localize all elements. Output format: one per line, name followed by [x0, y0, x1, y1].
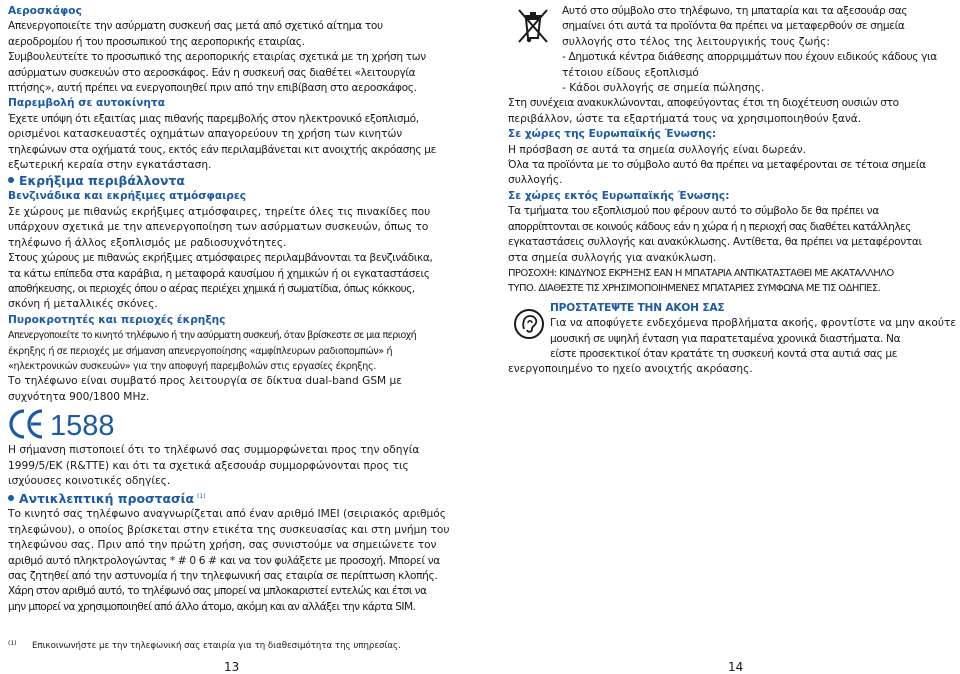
- theft-text-line: τηλεφώνου σας. Πριν από την πρώτη χρήση, σας συνιστούμε να σημειώνετε τον: [8, 539, 437, 552]
- theft-text-line: αριθμό αυτό πληκτρολογώντας * # 0 6 # και να τον φυλάξετε με προσοχή. Μπορεί να: [8, 554, 440, 567]
- vehicle-text-line: Έχετε υπόψη ότι εξαιτίας μιας πιθανής παρεμβολής στον ηλεκτρονικό εξοπλισμό,: [8, 112, 419, 125]
- battery-warning-line: ΠΡΟΣΟΧΗ: ΚΙΝΔΥΝΟΣ ΕΚΡΗΞΗΣ ΕΑΝ Η ΜΠΑΤΑΡΙΑ ΑΝΤΙΚΑΤΑΣΤΑΘΕΙ ΜΕ ΑΚΑΤΑΛΛΗΛΟ: [508, 267, 894, 279]
- eu-text-line: Η πρόσβαση σε αυτά τα σημεία συλλογής είναι δωρεάν.: [508, 143, 807, 156]
- theft-text-line: τηλεφώνου), ο οποίος βρίσκεται στην ετικέτα της συσκευασίας και στη μνήμη του: [8, 523, 450, 536]
- ce-mark-icon: [8, 407, 118, 441]
- battery-warning-line: ΤΥΠΟ. ΔΙΑΘΕΣΤΕ ΤΙΣ ΧΡΗΣΙΜΟΠΟΙΗΜΕΝΕΣ ΜΠΑΤΑΡΙΕΣ ΣΥΜΦΩΝΑ ΜΕ ΤΙΣ ΟΔΗΓΙΕΣ.: [508, 283, 881, 295]
- ce-number: 1588: [50, 410, 115, 442]
- hearing-text-line: Για να αποφύγετε ενδεχόμενα προβλήματα ακοής, φροντίστε να μην ακούτε: [550, 317, 957, 330]
- fuel-text-line: υπάρχουν σχετικά με την απενεργοποίηση των ασύρματων συσκευών, όπως το: [8, 221, 429, 234]
- theft-text-line: μην μπορεί να χρησιμοποιηθεί από άλλο άτομο, ακόμη και αν αλλάξει την κάρτα SIM.: [8, 600, 416, 613]
- footnote: [8, 640, 401, 651]
- aircraft-text-line: ασύρματων συσκευών στο αεροσκάφος. Εάν η συσκευή σας διαθέτει «λειτουργία: [8, 66, 416, 79]
- eu-text-line: Όλα τα προϊόντα με το σύμβολο αυτό θα πρέπει να μεταφέρονται σε τέτοια σημεία: [508, 159, 926, 172]
- hearing-text-line: ενεργοποιημένο το ηχείο ανοιχτής ακρόασης.: [508, 363, 753, 376]
- blasting-heading: Πυροκροτητές και περιοχές έκρηξης: [8, 313, 226, 326]
- non-eu-text-line: στα σημεία συλλογής για ανακύκλωση.: [508, 251, 717, 264]
- ear-warning-icon: [512, 307, 546, 345]
- fuel-text-line: τα κάτω επίπεδα στα καράβια, η μεταφορά καυσίμου ή χημικών ή οι εγκαταστάσεις: [8, 267, 430, 280]
- non-eu-text-line: Τα τμήματα του εξοπλισμού που φέρουν αυτό το σύμβολο δε θα πρέπει να: [508, 205, 879, 218]
- weee-text-line: - Κάδοι συλλογής σε σημεία πώλησης.: [562, 82, 765, 95]
- recycle-text-line: περιβάλλον, ώστε τα εξαρτήματά τους να χρησιμοποιηθούν ξανά.: [508, 112, 862, 125]
- vehicle-heading: Παρεμβολή σε αυτοκίνητα: [8, 97, 165, 110]
- weee-text-line: - Δημοτικά κέντρα διάθεσης απορριμμάτων που έχουν ειδικούς κάδους για: [562, 51, 937, 64]
- fuel-text-line: τηλέφωνο ή άλλος εξοπλισμός με ραδιοσυχνότητες.: [8, 236, 287, 249]
- footnote-marker: (1): [8, 640, 17, 647]
- ce-marking: [8, 407, 460, 441]
- vehicle-text-line: εξωτερική κεραία στην εγκατάσταση.: [8, 159, 212, 172]
- theft-text-line: Το κινητό σας τηλέφωνο αναγνωρίζεται από έναν αριθμό IMEI (σειριακός αριθμός: [8, 508, 446, 521]
- theft-section-title: [8, 489, 460, 507]
- compliance-text-line: 1999/5/ΕΚ (R&TTE) και ότι τα σχετικά αξεσουάρ συμμορφώνονται προς τις: [8, 459, 409, 472]
- non-eu-text-line: απορρίπτονται σε κοινούς κάδους εάν η χώρα ή η περιοχή σας διαθέτει κατάλληλες: [508, 220, 911, 233]
- fuel-text-line: σκόνη ή μεταλλικές σκόνες.: [8, 298, 158, 311]
- page-number-right: 14: [728, 660, 744, 674]
- hearing-text-line: είστε προσεκτικοί όταν κρατάτε τη συσκευή κοντά στα αυτιά σας με: [550, 347, 898, 360]
- compliance-text-line: Η σήμανση πιστοποιεί ότι το τηλέφωνό σας συμμορφώνεται προς την οδηγία: [8, 444, 420, 457]
- recycle-text-line: Στη συνέχεια ανακυκλώνονται, αποφεύγοντας έτσι τη διοχέτευση ουσιών στο: [508, 97, 899, 110]
- hearing-heading: ΠΡΟΣΤΑΤΕΨΤΕ ΤΗΝ ΑΚΟΗ ΣΑΣ: [550, 301, 725, 314]
- vehicle-text-line: ορισμένοι κατασκευαστές οχημάτων απαγορεύουν τη χρήση των κινητών: [8, 128, 403, 141]
- footnote-reference: (1): [197, 493, 206, 501]
- fuel-text-line: Στους χώρους με πιθανώς εκρήξιμες ατμόσφαιρες περιλαμβάνονται τα βενζινάδικα,: [8, 252, 433, 265]
- aircraft-text-line: αεροδρομίου ή του προσωπικού της αεροπορικής εταιρίας.: [8, 35, 305, 48]
- explosive-section-title: [8, 173, 460, 189]
- page-number-left: 13: [224, 660, 240, 674]
- weee-text-line: Αυτό στο σύμβολο στο τηλέφωνο, τη μπαταρία και τα αξεσουάρ σας: [562, 5, 908, 17]
- hearing-warning: [508, 301, 958, 378]
- right-page: [508, 4, 958, 378]
- gsm-text-line: συχνότητα 900/1800 MHz.: [8, 390, 150, 403]
- vehicle-text-line: τηλεφώνων στα οχήματά τους, εκτός εάν περιλαμβάνεται κιτ ανοιχτής ακρόασης με: [8, 143, 436, 156]
- gsm-text-line: Το τηλέφωνο είναι συμβατό προς λειτουργία σε δίκτυα dual-band GSM με: [8, 375, 403, 388]
- hearing-text-line: μουσική σε υψηλή ένταση για παρατεταμένα χρονικά διαστήματα. Να: [550, 332, 901, 345]
- aircraft-text-line: πτήσης», αυτή πρέπει να ενεργοποιηθεί πριν από την επιβίβαση στο αεροσκάφος.: [8, 82, 417, 95]
- theft-section-title-text: Αντικλεπτική προστασία: [19, 491, 195, 507]
- non-eu-text-line: εγκαταστάσεις συλλογής και ανακύκλωσης. Αντίθετα, θα πρέπει να μεταφέρονται: [508, 236, 922, 249]
- blasting-text-line: έκρηξης ή σε περιοχές με σήμανση απενεργοποίησης «αμφίπλευρων ραδιοπομπών» ή: [8, 345, 393, 357]
- compliance-text-line: ισχύουσες κοινοτικές οδηγίες.: [8, 474, 171, 487]
- crossed-out-wheelie-bin-icon: [516, 6, 550, 50]
- aircraft-text-line: Απενεργοποιείτε την ασύρματη συσκευή σας μετά από σχετικό αίτημα του: [8, 20, 383, 33]
- blasting-text-line: «ηλεκτρονικών συσκευών» για την αποφυγή παρεμβολών στις εργασίες έκρηξης.: [8, 360, 376, 372]
- bullet-dot-icon: [8, 177, 14, 183]
- theft-text-line: σας ζητηθεί από την αστυνομία ή την τηλεφωνική σας εταιρία σε περίπτωση κλοπής.: [8, 570, 438, 582]
- blasting-text-line: Απενεργοποιείτε το κινητό τηλέφωνο ή την ασύρματη συσκευή, όταν βρίσκεστε σε μια περιοχή: [8, 330, 417, 342]
- eu-text-line: συλλογής.: [508, 174, 563, 187]
- fuel-heading: Βενζινάδικα και εκρήξιμες ατμόσφαιρες: [8, 190, 246, 203]
- fuel-text-line: Σε χώρους με πιθανώς εκρήξιμες ατμόσφαιρες, τηρείτε όλες τις πινακίδες που: [8, 205, 431, 218]
- aircraft-heading: Αεροσκάφος: [8, 5, 82, 17]
- eu-heading: Σε χώρες της Ευρωπαϊκής Ένωσης:: [508, 128, 717, 141]
- weee-text-line: συλλογής στο τέλος της λειτουργικής τους ζωής:: [562, 35, 830, 48]
- explosive-section-title-text: Εκρήξιμα περιβάλλοντα: [19, 173, 185, 189]
- left-page: [8, 4, 460, 615]
- aircraft-text-line: Συμβουλευτείτε το προσωπικό της αεροπορικής εταιρίας σχετικά με τη χρήση των: [8, 51, 426, 64]
- fuel-text-line: αποθήκευσης, οι περιοχές όπου ο αέρας περιέχει χημικά ή σωματίδια, όπως κόκκους,: [8, 282, 415, 295]
- bullet-dot-icon: [8, 495, 14, 501]
- non-eu-heading: Σε χώρες εκτός Ευρωπαϊκής Ένωσης:: [508, 189, 730, 202]
- theft-text-line: Χάρη στον αριθμό αυτό, το τηλέφωνό σας μπορεί να μπλοκαριστεί εντελώς και έτσι να: [8, 585, 427, 598]
- weee-text-line: τέτοιου είδους εξοπλισμό: [562, 66, 699, 79]
- footnote-text: Επικοινωνήστε με την τηλεφωνική σας εταιρία για τη διαθεσιμότητα της υπηρεσίας.: [32, 641, 401, 651]
- weee-text-line: σημαίνει ότι αυτά τα προϊόντα θα πρέπει να μεταφερθούν σε σημεία: [562, 20, 905, 33]
